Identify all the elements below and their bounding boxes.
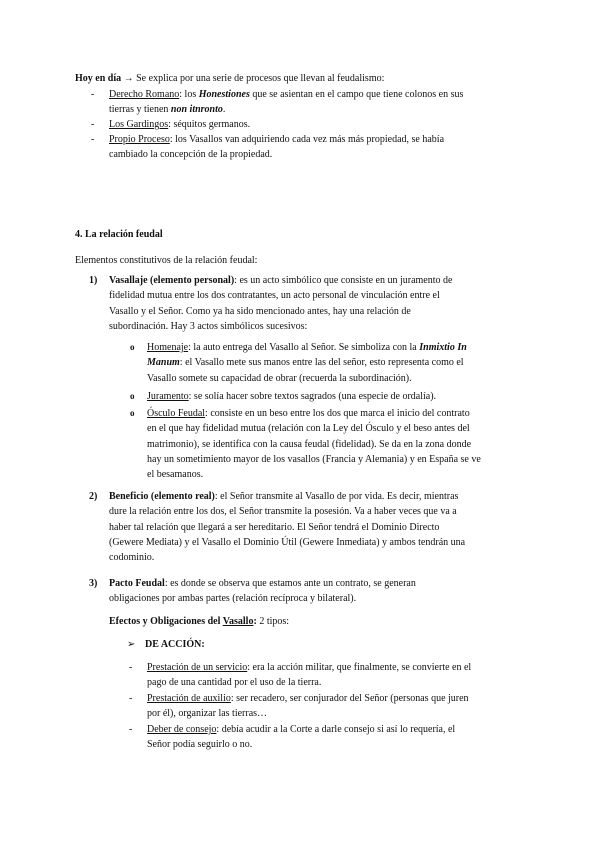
beneficio-text: : el Señor transmite al Vasallo de por vida. Es decir, mientras [214, 491, 459, 502]
act-text: en el que hay fidelidad mutua (relación con la Ley del Ósculo y el beso antes del [147, 423, 470, 435]
accion-title: DE ACCIÓN: [145, 639, 205, 650]
efectos-heading [109, 614, 579, 629]
act-osculo [130, 406, 577, 482]
beneficio-text: dure la relación entre los dos, el Señor transmite la posesión. Va a haber veces que va a [109, 506, 457, 518]
arrow-bullet-icon: ➢ [127, 639, 136, 650]
item-number: 1) [89, 275, 98, 286]
duty-term: Deber de consejo [147, 724, 217, 735]
vasallaje-text: subordinación. Hay 3 actos simbólicos sucesivos: [109, 320, 308, 332]
act-term: Ósculo Feudal [147, 408, 206, 419]
pacto-text: : es donde se observa que estamos ante un contrato, se generan [164, 578, 416, 589]
pacto-text: obligaciones por ambas partes (relación recíproca y bilateral). [109, 593, 357, 605]
act-emphasis: Manum [147, 357, 180, 369]
duty-term: Prestación de auxilio [147, 693, 231, 704]
intro-item-text: tierras y tienen [109, 104, 171, 116]
intro-item-text: : los [179, 89, 199, 100]
intro-item-term: Los Gardingos [109, 119, 169, 130]
arrow-icon: → [123, 73, 134, 84]
act-text: hay un sometimiento mayor de los vasallos (Francia y Alemania) y en España se ve [147, 453, 481, 465]
intro-item-3 [91, 132, 579, 163]
item-number: 2) [89, 491, 98, 502]
act-text: matrimonio), se identifica con la causa feudal (fidelidad). Se da en la zona donde [147, 438, 472, 450]
intro-item-text: que se asientan en el campo que tiene colonos en sus [249, 89, 464, 100]
intro-item-text: : séquitos germanos. [168, 119, 251, 130]
efectos-count: 2 tipos: [256, 616, 290, 627]
intro-item-1 [91, 87, 579, 118]
act-text: Vasallo somete su capacidad de obrar (recuerda la subordinación). [147, 372, 412, 384]
act-term: Juramento [147, 391, 189, 402]
elements-intro: Elementos constitutivos de la relación feudal: [75, 255, 258, 266]
duty-text: por él), organizar las tierras… [147, 708, 268, 720]
duty-text: pago de una cantidad por el uso de la tierra. [147, 677, 322, 689]
act-homenaje [130, 340, 577, 386]
act-juramento [130, 389, 577, 404]
dash-icon: - [129, 662, 133, 673]
item-number: 3) [89, 578, 98, 589]
vasallaje-text: Vasallo y el Señor. Como ya ha sido mencionado antes, hay una relación de [109, 305, 411, 317]
beneficio-title: Beneficio (elemento real) [109, 491, 215, 502]
dash-icon: - [91, 89, 95, 100]
intro-item-emphasis: non itnronto [170, 104, 223, 116]
act-text: : consiste en un beso entre los dos que marca el inicio del contrato [205, 408, 470, 419]
section-title [75, 227, 163, 242]
act-emphasis: Inmixtio In [419, 342, 467, 353]
vasallaje-item [89, 273, 579, 334]
circle-bullet-icon: o [130, 391, 135, 401]
beneficio-text: haber tal relación que llegará a ser hereditario. El Señor tendrá el Dominio Directo [109, 521, 440, 533]
intro-line [75, 71, 575, 86]
act-text: el besamanos. [147, 469, 204, 481]
efectos-text: Efectos y Obligaciones del [109, 616, 223, 627]
duty-auxilio [129, 691, 582, 722]
duty-term: Prestación de un servicio [147, 662, 248, 673]
accion-heading [127, 637, 575, 652]
dash-icon: - [91, 119, 95, 130]
intro-text: Se explica por una serie de procesos que llevan al feudalismo: [133, 73, 385, 84]
intro-lead: Hoy en día [75, 73, 122, 84]
beneficio-text: (Gewere Mediata) y el Vasallo el Dominio Útil (Gewere Inmediata) y ambos tendrán una [109, 536, 466, 548]
act-term: Homenaje [147, 342, 189, 353]
dash-icon: - [129, 724, 133, 735]
section-title-text: 4. La relación feudal [75, 229, 163, 240]
beneficio-text: codominio. [109, 552, 155, 564]
act-text: : se solía hacer sobre textos sagrados (una especie de ordalía). [188, 391, 437, 402]
dash-icon: - [91, 134, 95, 145]
vasallaje-text: fidelidad mutua entre los dos contratantes, un acto personal de vinculación entre el [109, 290, 440, 302]
dash-icon: - [129, 693, 133, 704]
duty-text: : era la acción militar, que finalmente, se convierte en el [247, 662, 472, 673]
intro-item-term: Propio Proceso [109, 134, 170, 145]
pacto-item [89, 576, 584, 607]
intro-item-text: cambiado la concepción de la propiedad. [109, 149, 273, 161]
intro-item-2 [91, 117, 579, 132]
pacto-title: Pacto Feudal [109, 578, 165, 589]
duty-text: : debía acudir a la Corte a darle consejo si así lo requería, el [216, 724, 456, 735]
act-text: : la auto entrega del Vasallo al Señor. Se simboliza con la [188, 342, 420, 353]
duty-consejo [129, 722, 582, 753]
duty-servicio [129, 660, 582, 691]
beneficio-item [89, 489, 584, 565]
intro-item-text: . [222, 104, 226, 116]
intro-item-text: : los Vasallos van adquiriendo cada vez más más propiedad, se había [169, 134, 445, 145]
intro-item-emphasis: Honestiones [198, 89, 250, 100]
act-text: : el Vasallo mete sus manos entre las del señor, esto representa como el [179, 357, 464, 369]
duty-text: : ser recadero, ser conjurador del Señor (personas que juren [230, 693, 469, 704]
circle-bullet-icon: o [130, 342, 135, 352]
efectos-underlined: Vasallo [222, 616, 254, 627]
intro-item-term: Derecho Romano [109, 89, 180, 100]
vasallaje-title: Vasallaje (elemento personal) [109, 275, 235, 286]
vasallaje-text: : es un acto simbólico que consiste en un juramento de [234, 275, 453, 286]
efectos-colon: : [253, 616, 257, 627]
circle-bullet-icon: o [130, 408, 135, 418]
duty-text: Señor podía seguirlo o no. [147, 739, 253, 751]
